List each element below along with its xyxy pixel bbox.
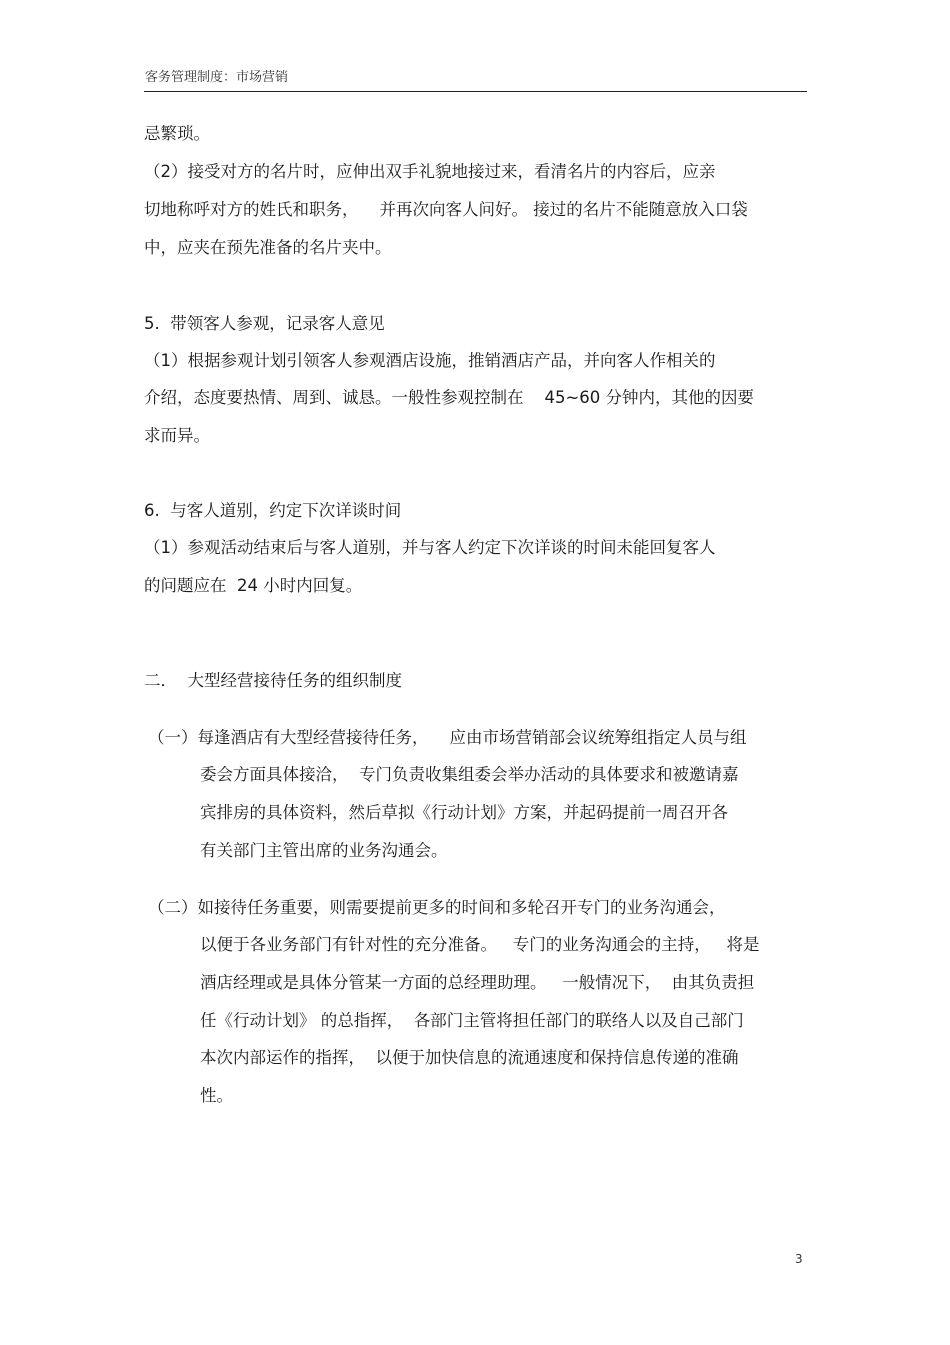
body-line: 有关部门主管出席的业务沟通会。	[200, 841, 448, 860]
section-heading: 5. 带领客人参观，记录客人意见	[144, 314, 385, 333]
body-line: 求而异。	[144, 426, 210, 445]
body-line: 性。	[200, 1086, 233, 1105]
page-header-title: 客务管理制度：市场营销	[145, 70, 289, 85]
page-number: 3	[795, 1252, 803, 1266]
body-line: 酒店经理或是具体分管某一方面的总经理助理。 一般情况下， 由其负责担	[200, 973, 755, 992]
body-line: 本次内部运作的指挥， 以便于加快信息的流通速度和保持信息传递的准确	[200, 1048, 739, 1067]
body-line: 忌繁琐。	[144, 124, 210, 143]
section-heading: 6. 与客人道别，约定下次详谈时间	[144, 501, 402, 520]
body-line: 切地称呼对方的姓氏和职务， 并再次向客人问好。 接过的名片不能随意放入口袋	[144, 200, 748, 219]
body-line: 介绍，态度要热情、周到、诚恳。一般性参观控制在 45~60 分钟内，其他的因要	[144, 388, 755, 407]
body-line: 的问题应在 24 小时内回复。	[144, 576, 363, 595]
body-line: （1）根据参观计划引领客人参观酒店设施，推销酒店产品，并向客人作相关的	[144, 351, 716, 370]
header-divider	[144, 91, 807, 92]
body-line: 委会方面具体接洽， 专门负责收集组委会举办活动的具体要求和被邀请嘉	[200, 765, 739, 784]
body-line: （二）如接待任务重要，则需要提前更多的时间和多轮召开专门的业务沟通会，	[148, 898, 726, 917]
body-line: 以便于各业务部门有针对性的充分准备。 专门的业务沟通会的主持， 将是	[200, 935, 760, 954]
body-line: 宾排房的具体资料，然后草拟《行动计划》方案，并起码提前一周召开各	[200, 803, 728, 822]
body-line: 任《行动计划》 的总指挥， 各部门主管将担任部门的联络人以及自己部门	[200, 1011, 744, 1030]
body-line: （1）参观活动结束后与客人道别，并与客人约定下次详谈的时间未能回复客人	[144, 538, 716, 557]
body-line: （2）接受对方的名片时，应伸出双手礼貌地接过来，看清名片的内容后，应亲	[144, 162, 716, 181]
body-line: 中，应夹在预先准备的名片夹中。	[144, 238, 392, 257]
section-heading: 二． 大型经营接待任务的组织制度	[144, 671, 402, 690]
body-line: （一）每逢酒店有大型经营接待任务， 应由市场营销部会议统筹组指定人员与组	[148, 728, 747, 747]
